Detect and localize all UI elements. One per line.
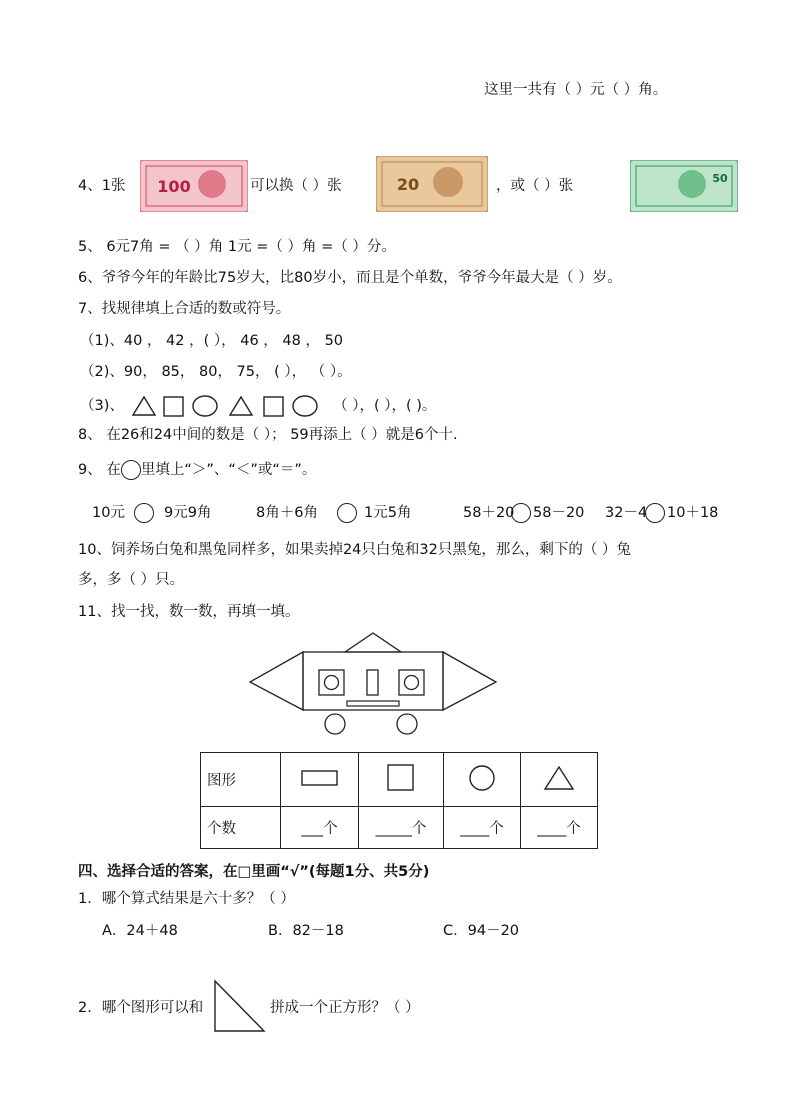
- circle-icon: [193, 396, 217, 416]
- money-total-line: 这里一共有（ ）元（ ）角。: [484, 82, 668, 98]
- q9-prefix: 9、 在: [78, 462, 121, 478]
- question-7-part-2: （2)、90， 85， 80， 75， ( ）， （ ）。: [80, 364, 352, 380]
- table-cell-circle: [444, 753, 521, 807]
- section-4-question-2-suffix: 拼成一个正方形？（ ）: [270, 1000, 420, 1016]
- triangle-icon: [230, 397, 252, 415]
- right-triangle-icon: [212, 978, 268, 1034]
- table-cell-square: [359, 753, 444, 807]
- option-a[interactable]: A．24＋48: [102, 923, 178, 939]
- answer-circle[interactable]: [134, 503, 154, 523]
- square-icon: [386, 763, 416, 793]
- question-9: [78, 460, 316, 480]
- question-8: 8、 在26和24中间的数是（ ）； 59再添上（ ）就是6个十.: [78, 427, 458, 443]
- q9-item-1: 10元: [92, 505, 125, 521]
- question-5: 5、 6元7角 = （ ）角 1元 =（ ）角 =（ ）分。: [78, 239, 396, 255]
- circle-icon: [325, 676, 339, 690]
- banknote-50-value: 50: [712, 172, 728, 185]
- q7-3-prefix: （3)、: [80, 398, 124, 414]
- count-blank-triangle[interactable]: ____个: [521, 807, 598, 849]
- answer-circle[interactable]: [645, 503, 665, 523]
- answer-circle[interactable]: [511, 503, 531, 523]
- square-icon: [164, 397, 183, 416]
- section-4-question-1: 1．哪个算式结果是六十多？（ ）: [78, 891, 295, 907]
- banknote-50-image: [630, 160, 738, 212]
- rectangle-icon: [300, 768, 340, 788]
- circle-icon: [293, 396, 317, 416]
- q4-mid1: 可以换（ ）张: [250, 178, 342, 194]
- section-4-question-2-prefix: 2．哪个图形可以和: [78, 1000, 204, 1016]
- comparison-circle-icon: [121, 460, 141, 480]
- q9-item-6: 58－20: [533, 505, 585, 521]
- rectangle-icon: [367, 670, 378, 695]
- question-10-line-2: 多，多（ ）只。: [78, 572, 185, 588]
- count-blank-circle[interactable]: ____个: [444, 807, 521, 849]
- wheel-circle-icon: [397, 714, 417, 734]
- table-label-shape: 图形: [201, 753, 281, 807]
- triangle-icon: [443, 652, 496, 710]
- composite-figure: [248, 630, 500, 738]
- count-blank-rectangle[interactable]: ___个: [281, 807, 359, 849]
- q4-prefix: 4、1张: [78, 178, 126, 194]
- table-cell-triangle: [521, 753, 598, 807]
- triangle-icon: [133, 397, 155, 415]
- count-blank-square[interactable]: _____个: [359, 807, 444, 849]
- circle-icon: [405, 676, 419, 690]
- table-cell-rectangle: [281, 753, 359, 807]
- wheel-circle-icon: [325, 714, 345, 734]
- banknote-100-value: 100: [157, 177, 191, 196]
- q9-item-2: 9元9角: [164, 505, 212, 521]
- square-icon: [264, 397, 283, 416]
- q7-3-suffix: （ ），( ），( )。: [333, 398, 437, 414]
- banknote-20-image: [376, 156, 488, 212]
- answer-circle[interactable]: [337, 503, 357, 523]
- question-7-part-3: [80, 394, 436, 418]
- triangle-icon: [250, 652, 303, 710]
- table-label-count: 个数: [201, 807, 281, 849]
- question-7: 7、找规律填上合适的数或符号。: [78, 301, 291, 317]
- question-11: 11、找一找，数一数，再填一填。: [78, 604, 300, 620]
- banknote-20-value: 20: [396, 175, 420, 194]
- question-10-line-1: 10、饲养场白兔和黑兔同样多，如果卖掉24只白兔和32只黑兔，那么，剩下的（ ）兔: [78, 542, 631, 558]
- circle-icon: [467, 763, 497, 793]
- q4-mid2: ，或（ ）张: [496, 178, 574, 194]
- q9-item-5: 58＋20: [463, 505, 515, 521]
- question-6: 6、爷爷今年的年龄比75岁大，比80岁小，而且是个单数，爷爷今年最大是（ ）岁。: [78, 270, 622, 286]
- q9-suffix: 里填上“＞”、“＜”或“＝”。: [140, 462, 317, 478]
- square-icon: [319, 670, 344, 695]
- q9-item-8: 10＋18: [667, 505, 719, 521]
- square-icon: [399, 670, 424, 695]
- q9-item-3: 8角＋6角: [256, 505, 318, 521]
- rectangle-icon: [347, 701, 399, 706]
- shape-sequence: [129, 394, 319, 418]
- q9-item-4: 1元5角: [364, 505, 412, 521]
- triangle-icon: [542, 763, 576, 793]
- option-b[interactable]: B．82－18: [268, 923, 344, 939]
- section-4-heading: 四、选择合适的答案，在□里画“√”(每题1分、共5分): [78, 864, 430, 880]
- banknote-100-image: [140, 160, 248, 212]
- question-7-part-1: （1)、40 ， 42 ，( ）， 46 ， 48 ， 50: [80, 333, 344, 349]
- q9-item-7: 32－4: [605, 505, 648, 521]
- option-c[interactable]: C．94－20: [443, 923, 520, 939]
- triangle-icon: [345, 633, 401, 652]
- shape-count-table: [200, 752, 598, 849]
